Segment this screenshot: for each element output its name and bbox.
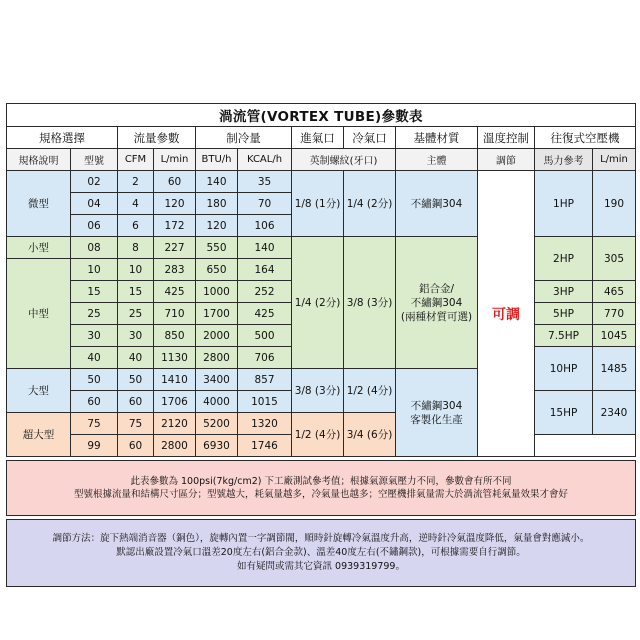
- cell-btu: 550: [196, 237, 238, 259]
- cell-hp: 5HP: [535, 303, 593, 325]
- cell-material-ss304: 不繡鋼304: [396, 171, 478, 237]
- cell-btu: 180: [196, 193, 238, 215]
- cell-model: 10: [71, 259, 118, 281]
- note-adjust-line3: 如有疑問或需其它資訊 0939319799。: [237, 561, 405, 572]
- cell-cfm: 2: [118, 171, 154, 193]
- subheader-cfm: CFM: [118, 149, 154, 171]
- header-compressor: 往復式空壓機: [535, 127, 636, 149]
- cell-cfm: 8: [118, 237, 154, 259]
- subheader-spec-desc: 規格說明: [7, 149, 71, 171]
- cell-kcal: 500: [238, 325, 292, 347]
- cell-hp: 3HP: [535, 281, 593, 303]
- cell-cfm: 50: [118, 369, 154, 391]
- cell-btu: 5200: [196, 413, 238, 435]
- subheader-btu: BTU/h: [196, 149, 238, 171]
- size-group-xlarge: 超大型: [7, 413, 71, 457]
- cell-lmin: 283: [154, 259, 196, 281]
- size-group-small: 小型: [7, 237, 71, 259]
- cell-kcal: 1320: [238, 413, 292, 435]
- note-test-line2: 型號根據流量和結構尺寸區分；型號越大，耗氣量越多，冷氣量也越多；空壓機排氣量需大於渦流管耗氣量效果才會好: [73, 489, 568, 500]
- cell-lmin: 1410: [154, 369, 196, 391]
- cell-lmin: 850: [154, 325, 196, 347]
- cell-btu: 2800: [196, 347, 238, 369]
- adjustable-label: 可調: [492, 306, 520, 323]
- cell-cfm: 10: [118, 259, 154, 281]
- cell-model: 15: [71, 281, 118, 303]
- cell-lmin: 2800: [154, 435, 196, 457]
- cell-kcal: 425: [238, 303, 292, 325]
- cell-cold-thread: 3/8 (3分): [344, 237, 396, 369]
- cell-cfm: 60: [118, 435, 154, 457]
- cell-lmin: 1706: [154, 391, 196, 413]
- cell-kcal: 857: [238, 369, 292, 391]
- header-cooling: 制冷量: [196, 127, 292, 149]
- cell-lmin: 710: [154, 303, 196, 325]
- cell-inlet-thread: 3/8 (3分): [292, 369, 344, 413]
- cell-cfm: 75: [118, 413, 154, 435]
- subheader-model: 型號: [71, 149, 118, 171]
- note-adjust-line2: 默認出廠設置冷氣口溫差20度左右(鋁合金款)、溫差40度左右(不鏽鋼款)，可根據需要自行調節。: [116, 547, 526, 558]
- cell-kcal: 1015: [238, 391, 292, 413]
- cell-lmin: 425: [154, 281, 196, 303]
- cell-kcal: 252: [238, 281, 292, 303]
- note-test-conditions: [7, 461, 636, 516]
- cell-kcal: 164: [238, 259, 292, 281]
- subheader-hp-ref: 馬力參考: [535, 149, 593, 171]
- note-adjust-line1: 調節方法：旋下熱端消音器（銅色），旋轉內置一字調節閥，順時針旋轉冷氣溫度升高，逆時針冷氣溫度降低，氣量會對應減小。: [52, 533, 590, 544]
- cell-model: 50: [71, 369, 118, 391]
- cell-cfm: 4: [118, 193, 154, 215]
- cell-kcal: 70: [238, 193, 292, 215]
- cell-comp-lmin: 1485: [593, 347, 636, 391]
- cell-btu: 6930: [196, 435, 238, 457]
- table-title: 渦流管(VORTEX TUBE)參數表: [7, 104, 636, 127]
- header-body-material: 基體材質: [396, 127, 478, 149]
- table-row: [7, 237, 636, 259]
- cell-lmin: 172: [154, 215, 196, 237]
- cell-btu: 650: [196, 259, 238, 281]
- cell-hp: 7.5HP: [535, 325, 593, 347]
- cell-lmin: 1130: [154, 347, 196, 369]
- cell-hp: 1HP: [535, 171, 593, 237]
- material-alloy-line2: 不繡鋼304: [410, 296, 463, 309]
- cell-model: 60: [71, 391, 118, 413]
- cell-model: 75: [71, 413, 118, 435]
- cell-cfm: 6: [118, 215, 154, 237]
- cell-cold-thread: 1/4 (2分): [344, 171, 396, 237]
- subheader-lmin: L/min: [154, 149, 196, 171]
- material-alloy-line3: (兩種材質可選): [400, 310, 473, 323]
- cell-btu: 140: [196, 171, 238, 193]
- cell-hp: 10HP: [535, 347, 593, 391]
- cell-material-ss304-custom: [396, 369, 478, 457]
- cell-adjustable: [478, 171, 535, 457]
- subheader-thread: 英制螺紋(牙口): [292, 149, 396, 171]
- cell-lmin: 60: [154, 171, 196, 193]
- cell-empty: [535, 435, 636, 457]
- cell-hp: 2HP: [535, 237, 593, 281]
- header-flow: 流量參數: [118, 127, 196, 149]
- cell-cfm: 15: [118, 281, 154, 303]
- material-ss304-line2: 客製化生產: [410, 413, 463, 426]
- size-group-medium: 中型: [7, 259, 71, 369]
- cell-kcal: 706: [238, 347, 292, 369]
- cell-comp-lmin: 465: [593, 281, 636, 303]
- cell-cfm: 30: [118, 325, 154, 347]
- cell-model: 02: [71, 171, 118, 193]
- cell-lmin: 120: [154, 193, 196, 215]
- cell-comp-lmin: 1045: [593, 325, 636, 347]
- cell-btu: 4000: [196, 391, 238, 413]
- subheader-kcal: KCAL/h: [238, 149, 292, 171]
- cell-btu: 1700: [196, 303, 238, 325]
- parameter-table: [6, 103, 636, 587]
- subheader-material-main: 主體: [396, 149, 478, 171]
- cell-comp-lmin: 2340: [593, 391, 636, 435]
- subheader-adjust: 調節: [478, 149, 535, 171]
- cell-material-alloy: [396, 237, 478, 369]
- cell-cfm: 40: [118, 347, 154, 369]
- header-temp-control: 溫度控制: [478, 127, 535, 149]
- subheader-comp-lmin: L/min: [593, 149, 636, 171]
- cell-comp-lmin: 190: [593, 171, 636, 237]
- note-test-line1: 此表參數為 100psi(7kg/cm2) 下工廠測試參考值；根據氣源氣壓力不同，參數會有所不同: [130, 476, 512, 487]
- cell-btu: 3400: [196, 369, 238, 391]
- cell-lmin: 2120: [154, 413, 196, 435]
- cell-btu: 2000: [196, 325, 238, 347]
- cell-kcal: 35: [238, 171, 292, 193]
- cell-model: 30: [71, 325, 118, 347]
- cell-model: 25: [71, 303, 118, 325]
- size-group-micro: 微型: [7, 171, 71, 237]
- cell-model: 06: [71, 215, 118, 237]
- cell-cfm: 60: [118, 391, 154, 413]
- table-row: [7, 171, 636, 193]
- cell-inlet-thread: 1/2 (4分): [292, 413, 344, 457]
- cell-btu: 1000: [196, 281, 238, 303]
- cell-model: 08: [71, 237, 118, 259]
- material-alloy-line1: 鋁合金/: [418, 282, 455, 295]
- cell-lmin: 227: [154, 237, 196, 259]
- note-adjust-method: [7, 520, 636, 587]
- cell-model: 40: [71, 347, 118, 369]
- cell-kcal: 106: [238, 215, 292, 237]
- header-cold-outlet: 冷氣口: [344, 127, 396, 149]
- size-group-large: 大型: [7, 369, 71, 413]
- cell-model: 99: [71, 435, 118, 457]
- cell-cold-thread: 1/2 (4分): [344, 369, 396, 413]
- cell-cold-thread: 3/4 (6分): [344, 413, 396, 457]
- header-spec: 規格選擇: [7, 127, 118, 149]
- cell-comp-lmin: 770: [593, 303, 636, 325]
- cell-hp: 15HP: [535, 391, 593, 435]
- cell-cfm: 25: [118, 303, 154, 325]
- cell-inlet-thread: 1/4 (2分): [292, 237, 344, 369]
- cell-comp-lmin: 305: [593, 237, 636, 281]
- vortex-tube-parameter-sheet: [6, 103, 634, 587]
- cell-inlet-thread: 1/8 (1分): [292, 171, 344, 237]
- cell-kcal: 1746: [238, 435, 292, 457]
- cell-btu: 120: [196, 215, 238, 237]
- material-ss304-line1: 不繡鋼304: [410, 399, 463, 412]
- header-inlet: 進氣口: [292, 127, 344, 149]
- cell-model: 04: [71, 193, 118, 215]
- cell-kcal: 140: [238, 237, 292, 259]
